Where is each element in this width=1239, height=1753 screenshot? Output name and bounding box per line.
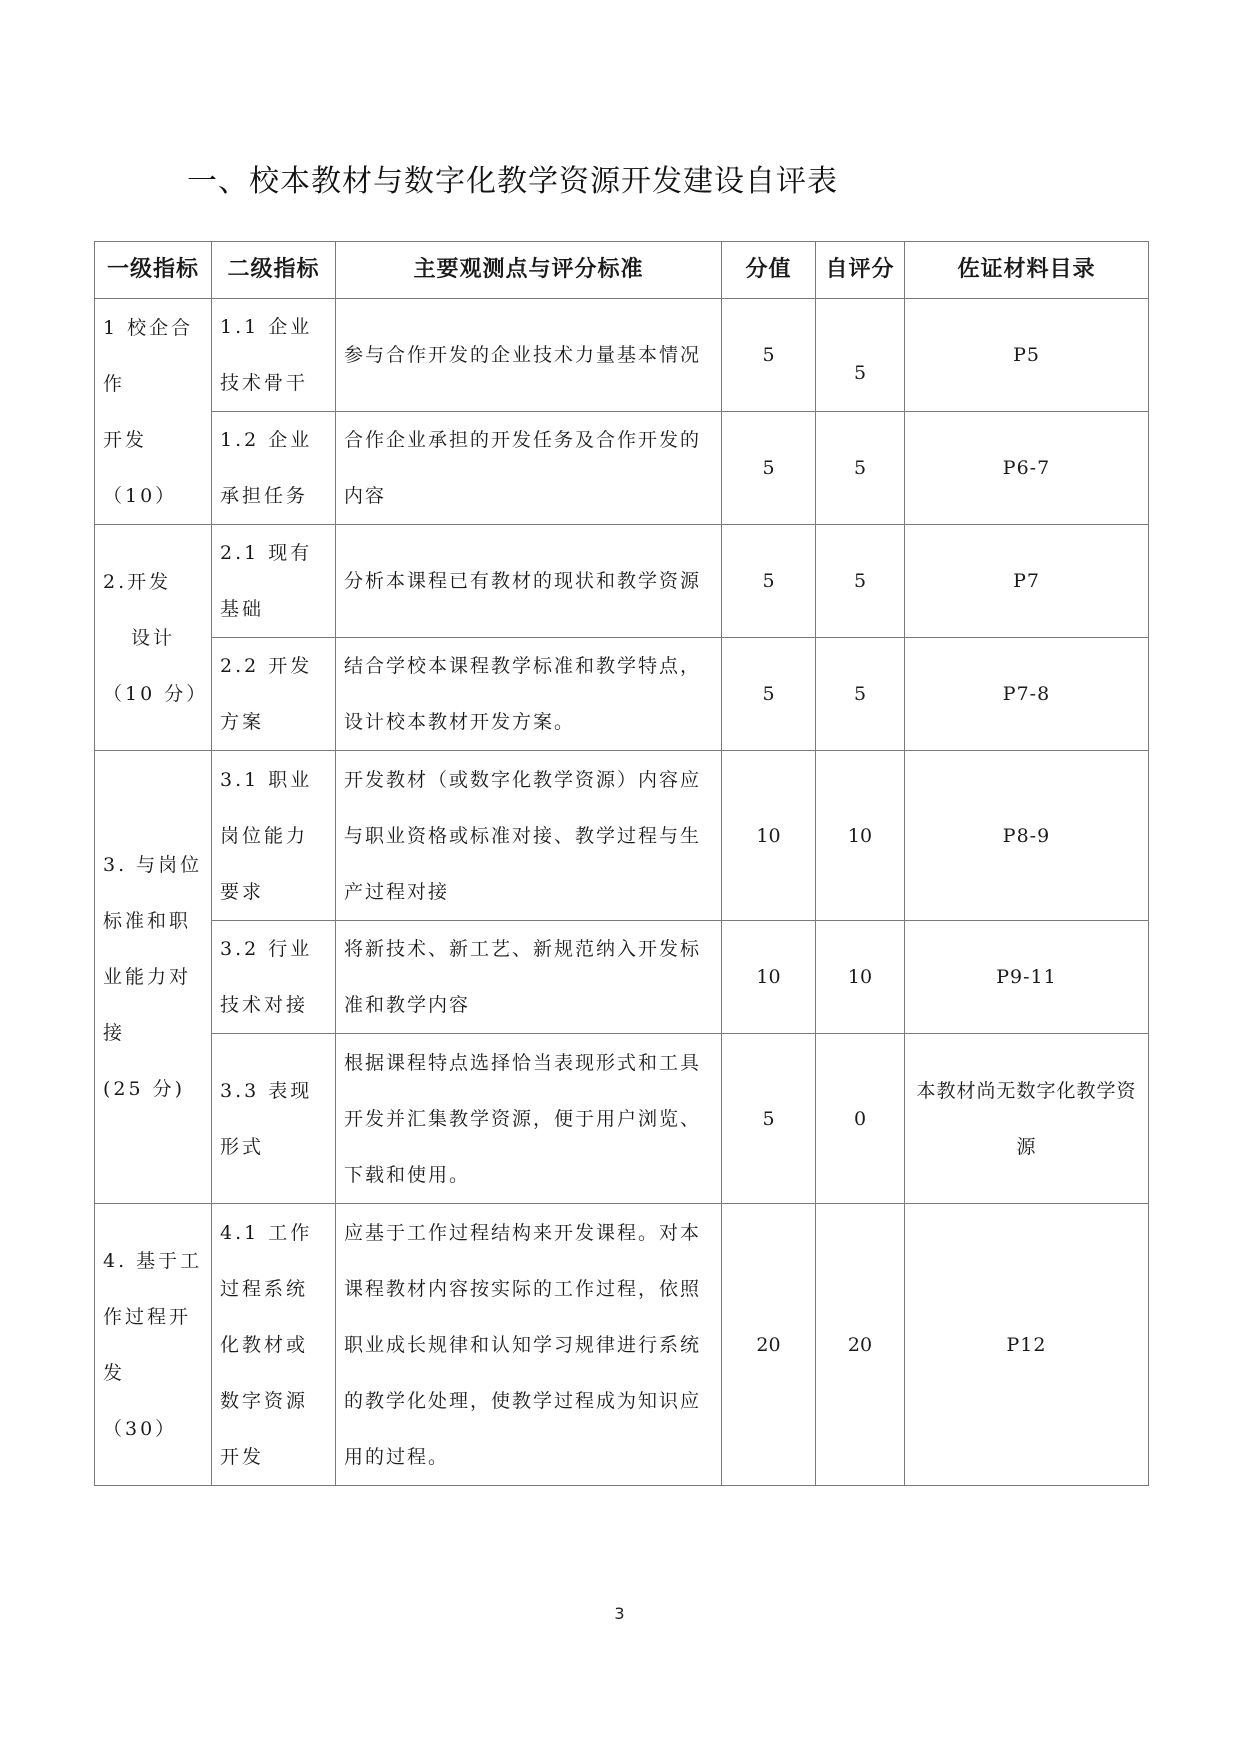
score-cell: 5	[722, 638, 816, 751]
evidence-cell: P12	[905, 1204, 1149, 1486]
level1-line: 1 校企合作	[103, 316, 194, 395]
level2-cell: 4.1 工作过程系统化教材或数字资源开发	[212, 1204, 336, 1486]
header-level1: 一级指标	[95, 242, 212, 299]
level1-line: 2.开发	[103, 570, 172, 593]
level1-cell	[95, 751, 212, 1204]
table-row	[95, 525, 1149, 638]
header-criteria: 主要观测点与评分标准	[336, 242, 722, 299]
self-score-cell: 5	[816, 525, 905, 638]
evidence-cell: P7	[905, 525, 1149, 638]
level1-line: 标准和职	[103, 910, 192, 932]
criteria-cell: 开发教材（或数字化教学资源）内容应与职业资格或标准对接、教学过程与生产过程对接	[336, 751, 722, 921]
header-score: 分值	[722, 242, 816, 299]
level1-line: 设计	[130, 626, 175, 649]
criteria-cell: 将新技术、新工艺、新规范纳入开发标准和教学内容	[336, 921, 722, 1034]
level2-cell: 3.3 表现形式	[212, 1034, 336, 1204]
table-row	[95, 921, 1149, 1034]
level1-line: (25 分)	[103, 1078, 186, 1100]
self-evaluation-table	[94, 241, 1149, 1486]
page-title: 一、校本教材与数字化教学资源开发建设自评表	[187, 164, 838, 199]
evidence-cell: P9-11	[905, 921, 1149, 1034]
level1-line: 4. 基于工	[103, 1249, 203, 1272]
level2-cell: 3.1 职业岗位能力要求	[212, 751, 336, 921]
level1-line: （30）	[103, 1417, 178, 1440]
table-row	[95, 638, 1149, 751]
level1-line: （10 分）	[103, 682, 209, 705]
table-row	[95, 299, 1149, 412]
level1-cell	[95, 525, 212, 751]
score-cell: 20	[722, 1204, 816, 1486]
evidence-cell: P8-9	[905, 751, 1149, 921]
table-row	[95, 1204, 1149, 1486]
table-row	[95, 412, 1149, 525]
self-score-cell: 0	[816, 1034, 905, 1204]
self-score-cell: 10	[816, 921, 905, 1034]
level1-cell	[95, 1204, 212, 1486]
self-score-cell: 5	[816, 638, 905, 751]
level1-line: 开发（10）	[103, 428, 178, 507]
table-row	[95, 1034, 1149, 1204]
page-number: 3	[614, 1604, 625, 1623]
evidence-cell: P5	[905, 299, 1149, 412]
table-header-row	[95, 242, 1149, 299]
level2-cell: 2.1 现有基础	[212, 525, 336, 638]
evidence-cell: P6-7	[905, 412, 1149, 525]
table-row	[95, 751, 1149, 921]
level2-cell: 1.1 企业技术骨干	[212, 299, 336, 412]
score-cell: 10	[722, 751, 816, 921]
score-cell: 10	[722, 921, 816, 1034]
header-level2: 二级指标	[212, 242, 336, 299]
level2-cell: 2.2 开发方案	[212, 638, 336, 751]
level1-line: 接	[103, 1022, 126, 1044]
criteria-cell: 合作企业承担的开发任务及合作开发的内容	[336, 412, 722, 525]
evidence-cell: P7-8	[905, 638, 1149, 751]
level1-cell	[95, 299, 212, 525]
criteria-cell: 应基于工作过程结构来开发课程。对本课程教材内容按实际的工作过程，依照职业成长规律和认知学习规律进行系统的教学化处理，使教学过程成为知识应用的过程。	[336, 1204, 722, 1486]
score-cell: 5	[722, 525, 816, 638]
score-cell: 5	[722, 299, 816, 412]
self-score-cell: 20	[816, 1204, 905, 1486]
level1-line: 业能力对	[103, 966, 192, 988]
header-evidence: 佐证材料目录	[905, 242, 1149, 299]
self-score-cell	[816, 299, 905, 412]
header-self-score: 自评分	[816, 242, 905, 299]
criteria-cell: 结合学校本课程教学标准和教学特点，设计校本教材开发方案。	[336, 638, 722, 751]
evidence-cell: 本教材尚无数字化教学资源	[905, 1034, 1149, 1204]
self-score-cell: 10	[816, 751, 905, 921]
criteria-cell: 分析本课程已有教材的现状和教学资源	[336, 525, 722, 638]
level1-line: 发	[103, 1361, 126, 1384]
score-cell: 5	[722, 1034, 816, 1204]
criteria-cell: 根据课程特点选择恰当表现形式和工具开发并汇集教学资源，便于用户浏览、下载和使用。	[336, 1034, 722, 1204]
level1-line: 作过程开	[103, 1305, 192, 1328]
self-score-value: 5	[853, 362, 867, 384]
level1-line: 3. 与岗位	[103, 854, 203, 876]
score-cell: 5	[722, 412, 816, 525]
level2-cell: 1.2 企业承担任务	[212, 412, 336, 525]
self-score-cell: 5	[816, 412, 905, 525]
criteria-cell: 参与合作开发的企业技术力量基本情况	[336, 299, 722, 412]
level2-cell: 3.2 行业技术对接	[212, 921, 336, 1034]
